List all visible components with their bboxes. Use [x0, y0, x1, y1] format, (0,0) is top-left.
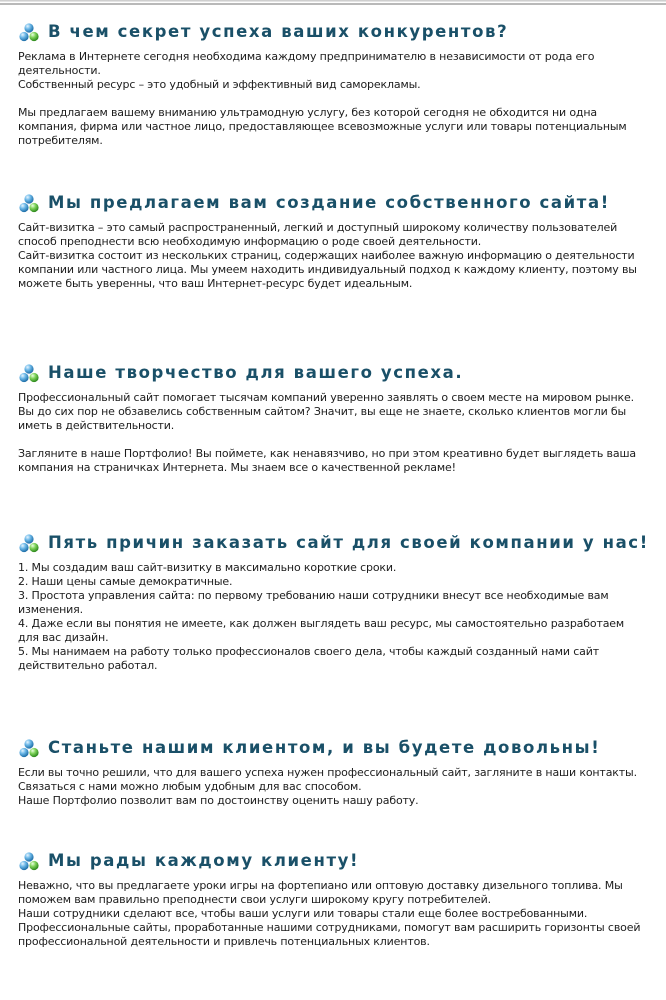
paragraph: Наше Портфолио позволит вам по достоинству оценить нашу работу. — [18, 794, 419, 807]
paragraph: Загляните в наше Портфолио! Вы поймете, как ненавязчиво, но при этом креативно будет выглядеть ваша компания на страничках Интернета. Мы знаем все о качественной рекламе! — [18, 447, 636, 474]
paragraph: Неважно, что вы предлагаете уроки игры на фортепиано или оптовую доставку дизельного топлива. Мы поможем вам правильно преподнести свои услуги широкому кругу потребителей. — [18, 879, 623, 906]
three-balls-icon — [18, 852, 40, 871]
section-heading: В чем секрет успеха ваших конкурентов? — [18, 20, 643, 43]
section-body — [18, 221, 643, 291]
list-item: 3. Простота управления сайта: по первому требованию наши сотрудники внесут все необходимые вам изменения. — [18, 589, 609, 616]
list-item: 2. Наши цены самые демократичные. — [18, 575, 233, 588]
section-creativity — [18, 361, 643, 475]
paragraph: Сайт-визитка состоит из нескольких страниц, содержащих наиболее важную информацию о деятельности компании или частного лица. Мы умеем находить индивидуальный подход к каждому клиенту, поэтому вы можете быть уверенны, что ваш Интернет-ресурс будет идеальным. — [18, 249, 637, 290]
section-competitors-secret — [18, 20, 643, 148]
paragraph: Профессиональный сайт помогает тысячам компаний уверенно заявлять о своем месте на мировом рынке. — [18, 391, 634, 404]
list-item: 4. Даже если вы понятия не имеете, как должен выглядеть ваш ресурс, мы самостоятельно разработаем для вас дизайн. — [18, 617, 625, 644]
section-heading: Станьте нашим клиентом, и вы будете довольны! — [18, 736, 643, 759]
section-heading: Мы предлагаем вам создание собственного сайта! — [18, 191, 643, 214]
paragraph-gap — [18, 433, 643, 447]
section-five-reasons — [18, 531, 649, 673]
paragraph: Собственный ресурс – это удобный и эффективный вид саморекламы. — [18, 78, 421, 91]
section-body — [18, 391, 643, 475]
section-body — [18, 561, 643, 673]
section-body — [18, 766, 643, 808]
list-item: 5. Мы нанимаем на работу только профессионалов своего дела, чтобы каждый созданный нами сайт действительно работал. — [18, 645, 599, 672]
three-balls-icon — [18, 194, 40, 213]
paragraph: Вы до сих пор не обзавелись собственным сайтом? Значит, вы еще не знаете, сколько клиентов могли бы иметь в действительности. — [18, 405, 627, 432]
section-become-client — [18, 736, 643, 808]
three-balls-icon — [18, 534, 40, 553]
paragraph-gap — [18, 92, 643, 106]
three-balls-icon — [18, 23, 40, 42]
top-border — [0, 0, 666, 5]
three-balls-icon — [18, 739, 40, 758]
list-item: 1. Мы создадим ваш сайт-визитку в максимально короткие сроки. — [18, 561, 397, 574]
section-every-client — [18, 849, 643, 949]
paragraph: Мы предлагаем вашему вниманию ультрамодную услугу, без которой сегодня не обходится ни одна компания, фирма или частное лицо, предоставляющее всевозможные услуги или товары потенциальным потребителям. — [18, 106, 627, 147]
paragraph: Если вы точно решили, что для вашего успеха нужен профессиональный сайт, загляните в наши контакты. Связаться с нами можно любым удобным для вас способом. — [18, 766, 637, 793]
section-own-website — [18, 191, 643, 291]
paragraph: Сайт-визитка – это самый распространенный, легкий и доступный широкому количеству пользователей способ преподнести всю необходимую информацию о роде своей деятельности. — [18, 221, 618, 248]
section-heading: Мы рады каждому клиенту! — [18, 849, 643, 872]
three-balls-icon — [18, 364, 40, 383]
section-body — [18, 879, 643, 949]
section-heading: Пять причин заказать сайт для своей компании у нас! — [18, 531, 649, 554]
section-body — [18, 50, 643, 148]
paragraph: Реклама в Интернете сегодня необходима каждому предпринимателю в независимости от рода его деятельности. — [18, 50, 595, 77]
paragraph: Наши сотрудники сделают все, чтобы ваши услуги или товары стали еще более востребованными. Профессиональные сайты, проработанные нашими сотрудниками, помогут вам расширить горизонты своей профессиональной деятельности и привлечь потенциальных клиентов. — [18, 907, 641, 948]
section-heading: Наше творчество для вашего успеха. — [18, 361, 643, 384]
